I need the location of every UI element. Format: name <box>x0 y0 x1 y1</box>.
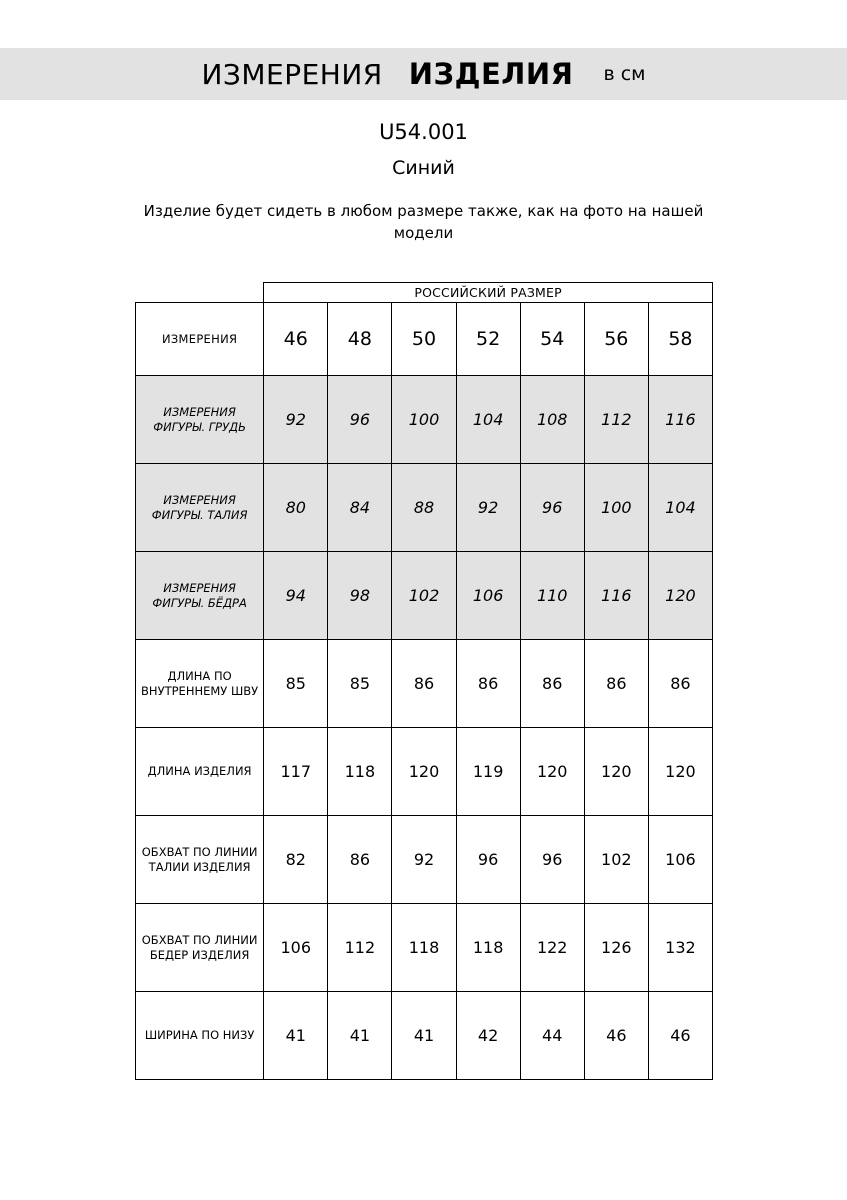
cell-value: 104 <box>648 464 712 552</box>
table-row <box>136 728 713 816</box>
cell-value: 100 <box>584 464 648 552</box>
cell-value: 120 <box>392 728 456 816</box>
cell-value: 117 <box>264 728 328 816</box>
cell-value: 94 <box>264 552 328 640</box>
table-top-header-row <box>136 283 713 303</box>
row-label: ИЗМЕРЕНИЯ ФИГУРЫ. ТАЛИЯ <box>136 464 264 552</box>
article-code: U54.001 <box>379 120 468 144</box>
cell-value: 122 <box>520 904 584 992</box>
size-header-54: 54 <box>520 303 584 376</box>
cell-value: 82 <box>264 816 328 904</box>
row-label: ДЛИНА ПО ВНУТРЕННЕМУ ШВУ <box>136 640 264 728</box>
cell-value: 100 <box>392 376 456 464</box>
cell-value: 85 <box>264 640 328 728</box>
cell-value: 86 <box>520 640 584 728</box>
cell-value: 80 <box>264 464 328 552</box>
fit-note <box>0 200 847 244</box>
size-table-wrapper <box>135 282 713 1080</box>
cell-value: 120 <box>520 728 584 816</box>
cell-value: 112 <box>328 904 392 992</box>
table-row <box>136 552 713 640</box>
cell-value: 106 <box>264 904 328 992</box>
cell-value: 112 <box>584 376 648 464</box>
header-title-product: ИЗДЕЛИЯ <box>408 57 574 91</box>
cell-value: 104 <box>456 376 520 464</box>
cell-value: 46 <box>648 992 712 1080</box>
cell-value: 96 <box>328 376 392 464</box>
cell-value: 86 <box>392 640 456 728</box>
cell-value: 118 <box>456 904 520 992</box>
row-label: ИЗМЕРЕНИЯ ФИГУРЫ. ГРУДЬ <box>136 376 264 464</box>
size-header-48: 48 <box>328 303 392 376</box>
cell-value: 120 <box>584 728 648 816</box>
cell-value: 42 <box>456 992 520 1080</box>
cell-value: 41 <box>392 992 456 1080</box>
cell-value: 96 <box>520 464 584 552</box>
header-title-measurements: ИЗМЕРЕНИЯ <box>201 57 383 91</box>
cell-value: 132 <box>648 904 712 992</box>
cell-value: 86 <box>456 640 520 728</box>
cell-value: 116 <box>648 376 712 464</box>
cell-value: 86 <box>328 816 392 904</box>
row-label: ДЛИНА ИЗДЕЛИЯ <box>136 728 264 816</box>
cell-value: 98 <box>328 552 392 640</box>
cell-value: 92 <box>456 464 520 552</box>
row-label: ШИРИНА ПО НИЗУ <box>136 992 264 1080</box>
header-units: в см <box>603 63 646 85</box>
cell-value: 106 <box>648 816 712 904</box>
cell-value: 102 <box>584 816 648 904</box>
size-table <box>135 282 713 1080</box>
cell-value: 92 <box>264 376 328 464</box>
cell-value: 118 <box>392 904 456 992</box>
cell-value: 110 <box>520 552 584 640</box>
cell-value: 126 <box>584 904 648 992</box>
table-row <box>136 992 713 1080</box>
row-label: ОБХВАТ ПО ЛИНИИ ТАЛИИ ИЗДЕЛИЯ <box>136 816 264 904</box>
cell-value: 84 <box>328 464 392 552</box>
size-header-52: 52 <box>456 303 520 376</box>
size-header-58: 58 <box>648 303 712 376</box>
cell-value: 86 <box>648 640 712 728</box>
cell-value: 106 <box>456 552 520 640</box>
table-header-row <box>136 303 713 376</box>
cell-value: 92 <box>392 816 456 904</box>
measurements-corner-label: ИЗМЕРЕНИЯ <box>136 303 264 376</box>
cell-value: 118 <box>328 728 392 816</box>
cell-value: 41 <box>264 992 328 1080</box>
fit-note-text: Изделие будет сидеть в любом размере также, как на фото на нашей модели <box>143 202 704 242</box>
cell-value: 96 <box>456 816 520 904</box>
cell-value: 44 <box>520 992 584 1080</box>
russian-size-header: РОССИЙСКИЙ РАЗМЕР <box>264 283 713 303</box>
cell-value: 108 <box>520 376 584 464</box>
row-label: ОБХВАТ ПО ЛИНИИ БЕДЕР ИЗДЕЛИЯ <box>136 904 264 992</box>
cell-value: 86 <box>584 640 648 728</box>
cell-value: 102 <box>392 552 456 640</box>
size-header-50: 50 <box>392 303 456 376</box>
cell-value: 116 <box>584 552 648 640</box>
cell-value: 88 <box>392 464 456 552</box>
size-header-46: 46 <box>264 303 328 376</box>
corner-spacer <box>136 283 264 303</box>
row-label: ИЗМЕРЕНИЯ ФИГУРЫ. БЁДРА <box>136 552 264 640</box>
size-header-56: 56 <box>584 303 648 376</box>
cell-value: 85 <box>328 640 392 728</box>
table-row <box>136 464 713 552</box>
color-name: Синий <box>392 157 455 179</box>
table-row <box>136 816 713 904</box>
cell-value: 41 <box>328 992 392 1080</box>
table-row <box>136 904 713 992</box>
cell-value: 120 <box>648 552 712 640</box>
table-row <box>136 640 713 728</box>
cell-value: 120 <box>648 728 712 816</box>
header-banner <box>0 48 847 100</box>
cell-value: 96 <box>520 816 584 904</box>
cell-value: 119 <box>456 728 520 816</box>
cell-value: 46 <box>584 992 648 1080</box>
table-row <box>136 376 713 464</box>
